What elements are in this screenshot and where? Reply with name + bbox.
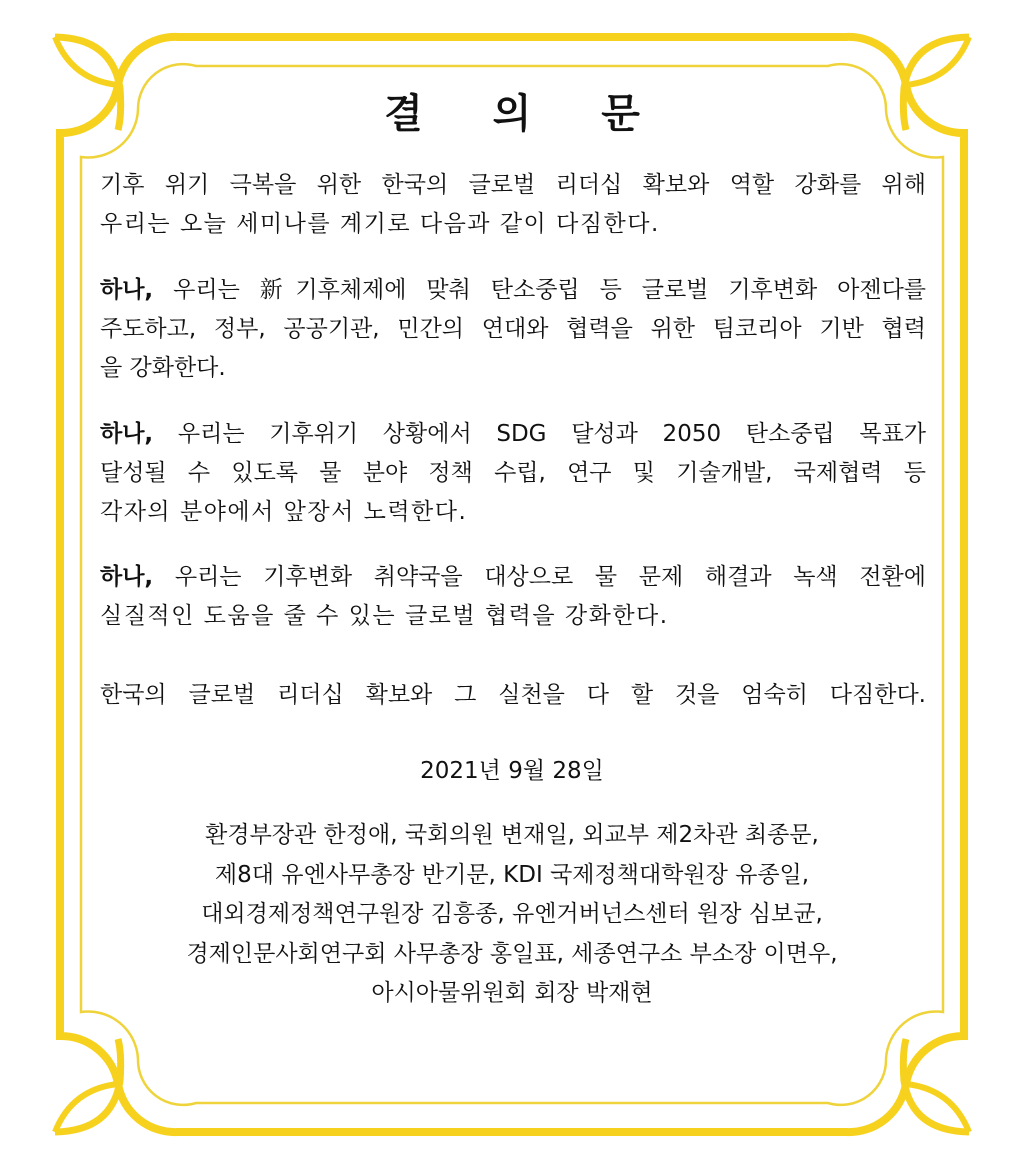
pledge-line: 실질적인 도움을 줄 수 있는 글로벌 협력을 강화한다. [100,603,669,629]
pledge-prefix: 하나, [100,421,154,447]
pledge-line: 주도하고, 정부, 공공기관, 민간의 연대와 협력을 위한 팀코리아 기반 협력 [100,316,926,342]
pledge-3 [100,558,926,636]
pledge-line: 을 강화한다. [100,355,226,381]
pledge-text: 우리는 기후변화 취약국을 대상으로 물 문제 해결과 녹색 전환에 [174,564,926,590]
signatories [0,816,1024,1014]
intro-line: 우리는 오늘 세미나를 계기로 다음과 같이 다짐한다. [100,211,660,237]
pledge-line: 달성될 수 있도록 물 분야 정책 수립, 연구 및 기술개발, 국제협력 등 [100,460,926,486]
date: 2021년 9월 28일 [420,758,604,784]
signatory-line: 대외경제정책연구원장 김흥종, 유엔거버넌스센터 원장 심보균, [201,901,823,927]
signatory-line: 환경부장관 한정애, 국회의원 변재일, 외교부 제2차관 최종문, [205,822,819,848]
intro-paragraph [100,166,926,244]
pledge-text: 우리는 新기후체제에 맞춰 탄소중립 등 글로벌 기후변화 아젠다를 [173,277,926,303]
pledge-prefix: 하나, [100,277,154,303]
signatory-line: 경제인문사회연구회 사무총장 홍일표, 세종연구소 부소장 이면우, [186,940,838,967]
pledge-line [100,271,926,310]
pledge-line [100,558,926,597]
document-title: 결 의 문 [384,91,668,137]
signatory-line: 아시아물위원회 회장 박재현 [371,980,653,1006]
signatory-line: 제8대 유엔사무총장 반기문, KDI 국제정책대학원장 유종일, [214,861,810,888]
closing-text: 한국의 글로벌 리더십 확보와 그 실천을 다 할 것을 엄숙히 다짐한다. [100,682,926,708]
pledge-line: 각자의 분야에서 앞장서 노력한다. [100,499,468,525]
pledge-text: 우리는 기후위기 상황에서 SDG 달성과 2050 탄소중립 목표가 [177,421,926,447]
intro-line: 기후 위기 극복을 위한 한국의 글로벌 리더십 확보와 역할 강화를 위해 [100,172,926,198]
closing-statement [100,676,926,715]
pledge-1 [100,271,926,388]
pledge-2 [100,415,926,532]
pledge-line [100,415,926,454]
pledge-prefix: 하나, [100,564,154,590]
